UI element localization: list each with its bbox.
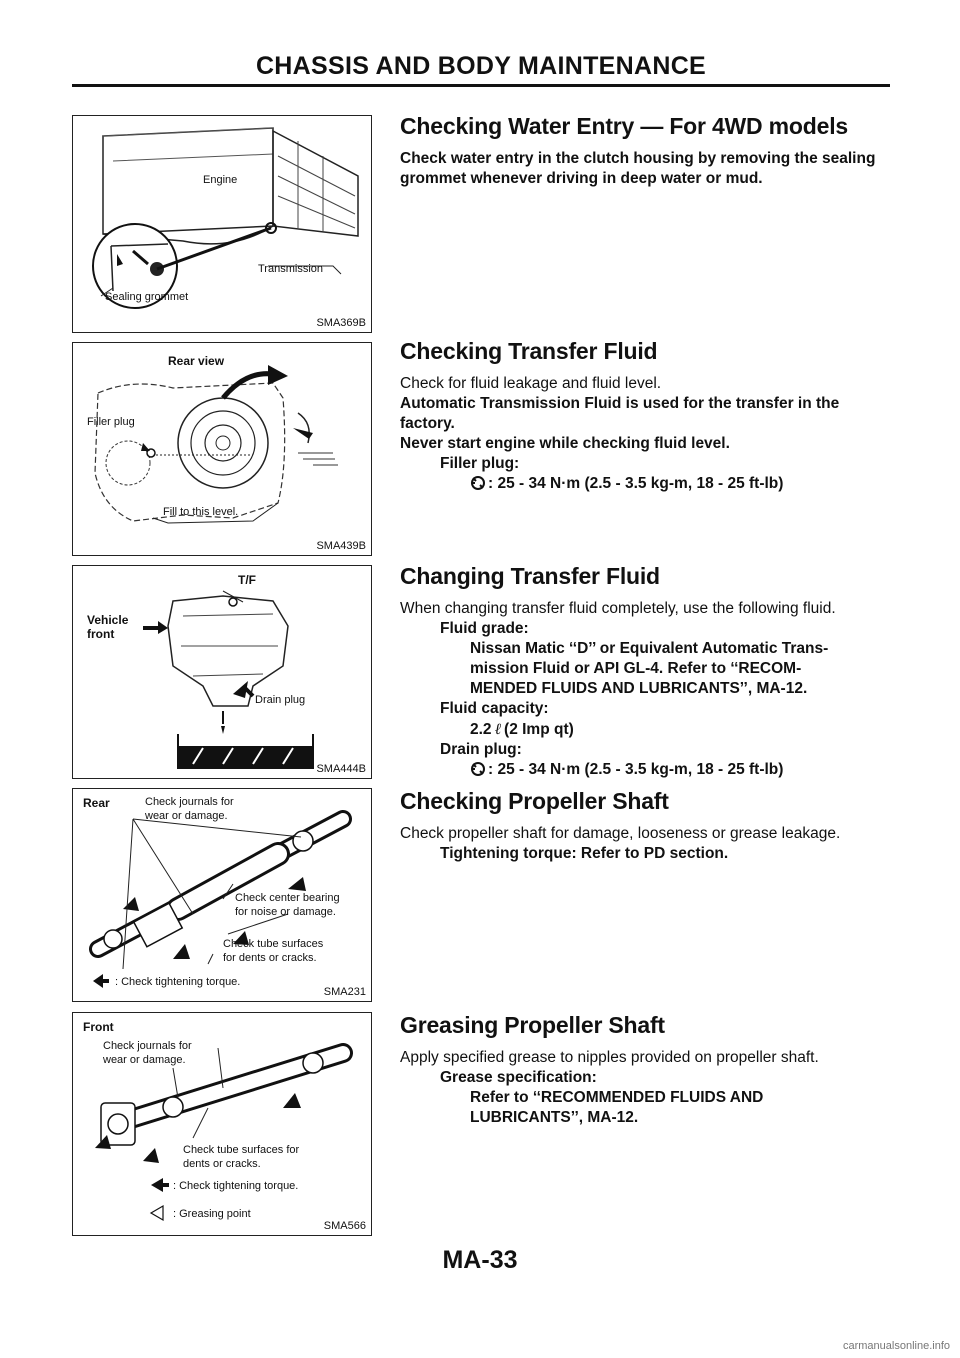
fig1-label-transmission: Transmission [258,263,323,275]
figure-water-entry [72,115,372,333]
fluid-capacity-imp: (2 Imp qt) [504,721,574,738]
watermark: carmanualsonline.info [842,1340,950,1352]
section-title: Greasing Propeller Shaft [400,1012,665,1038]
fig1-label-engine: Engine [203,174,238,186]
fluid-capacity-label: Fluid capacity: [440,700,549,717]
fig4-label-journals-2: wear or damage. [145,810,228,822]
figure-code: SMA231 [323,986,366,998]
section-line: Never start engine while checking fluid level. [400,435,730,452]
filler-plug-torque-row [400,474,895,497]
propeller-shaft-illustration [73,789,371,1001]
figure-greasing-shaft [72,1012,372,1236]
fig5-label-journals-1: Check journals for [103,1040,192,1052]
figure-code: SMA439B [316,540,366,552]
fluid-capacity-row [400,719,895,740]
section-greasing-shaft [400,1012,895,1128]
page-header: CHASSIS AND BODY MAINTENANCE [255,52,707,80]
torque-wrench-icon [470,761,486,783]
figure-code: SMA369B [316,317,366,329]
drain-plug-torque: : 25 - 34 N·m (2.5 - 3.5 kg-m, 18 - 25 ft-lb) [488,761,784,778]
fig3-label-vehicle: Vehicle [87,613,129,627]
grease-spec-label: Grease specification: [440,1069,597,1086]
fig4-label-torque: : Check tightening torque. [115,976,241,988]
figure-transfer-fluid [72,342,372,556]
torque-wrench-icon [470,475,486,497]
header-rule [72,84,890,87]
section-line: Check for fluid leakage and fluid level. [400,375,662,392]
section-title: Checking Transfer Fluid [400,338,658,364]
fig2-label-rear-view: Rear view [168,354,225,368]
fig3-label-tf: T/F [238,573,256,587]
fig5-label-tube-1: Check tube surfaces for [183,1144,300,1156]
fig2-label-filler-plug: Filler plug [87,416,135,428]
section-transfer-fluid [400,338,895,497]
fluid-grade-line: Nissan Matic ‘‘D’’ or Equivalent Automatic Trans- [470,640,829,657]
section-line: When changing transfer fluid completely, use the following fluid. [400,600,836,617]
fluid-grade-line: mission Fluid or API GL-4. Refer to ‘‘RECOM- [470,660,802,677]
changing-fluid-illustration [73,566,371,778]
fluid-grade-line: MENDED FLUIDS AND LUBRICANTS’’, MA-12. [470,680,808,697]
fig2-label-fill-level: Fill to this level. [163,506,239,518]
fig3-label-drain-plug: Drain plug [255,694,306,706]
water-entry-illustration [73,116,371,332]
figure-code: SMA444B [316,763,366,775]
figure-code: SMA566 [323,1220,366,1232]
section-title: Checking Water Entry — For 4WD models [400,113,848,139]
figure-changing-fluid [72,565,372,779]
fig4-label-bearing-1: Check center bearing [235,892,340,904]
drain-plug-label: Drain plug: [440,741,522,758]
figure-propeller-shaft [72,788,372,1002]
drain-plug-torque-row [400,760,895,783]
fig3-label-front: front [87,627,115,641]
section-line: Automatic Transmission Fluid is used for the transfer in the factory. [400,395,840,432]
page-number: MA-33 [442,1246,518,1274]
section-line: Check propeller shaft for damage, looseness or grease leakage. [400,825,841,842]
fig5-label-front: Front [83,1020,114,1034]
section-water-entry [400,113,895,189]
fig4-label-rear: Rear [83,796,110,810]
fig5-label-greasing-point: : Greasing point [173,1208,251,1220]
section-body: Check water entry in the clutch housing by removing the sealing grommet whenever driving in deep water or mud. [400,150,876,187]
fig4-label-tube-2: for dents or cracks. [223,952,317,964]
filler-plug-label: Filler plug: [440,455,520,472]
filler-plug-torque: : 25 - 34 N·m (2.5 - 3.5 kg-m, 18 - 25 ft-lb) [488,475,784,492]
grease-spec-line: Refer to ‘‘RECOMMENDED FLUIDS AND [470,1089,764,1106]
fluid-capacity-value: 2.2 [470,721,492,738]
section-title: Changing Transfer Fluid [400,563,660,589]
section-line: Tightening torque: Refer to PD section. [440,845,729,862]
fig4-label-bearing-2: for noise or damage. [235,906,336,918]
fig5-label-tube-2: dents or cracks. [183,1158,261,1170]
section-propeller-shaft [400,788,895,864]
fluid-grade-label: Fluid grade: [440,620,529,637]
fig1-label-sealing-grommet: Sealing grommet [105,291,189,303]
transfer-fluid-illustration [73,343,371,555]
fig4-label-journals-1: Check journals for [145,796,234,808]
fig5-label-torque: : Check tightening torque. [173,1180,299,1192]
grease-spec-line: LUBRICANTS’’, MA-12. [470,1109,639,1126]
fig4-label-tube-1: Check tube surfaces [223,938,324,950]
fig5-label-journals-2: wear or damage. [103,1054,186,1066]
greasing-shaft-illustration [73,1013,371,1235]
section-title: Checking Propeller Shaft [400,788,669,814]
section-line: Apply specified grease to nipples provided on propeller shaft. [400,1049,819,1066]
section-changing-fluid [400,563,895,783]
liter-unit: ℓ [494,720,502,738]
